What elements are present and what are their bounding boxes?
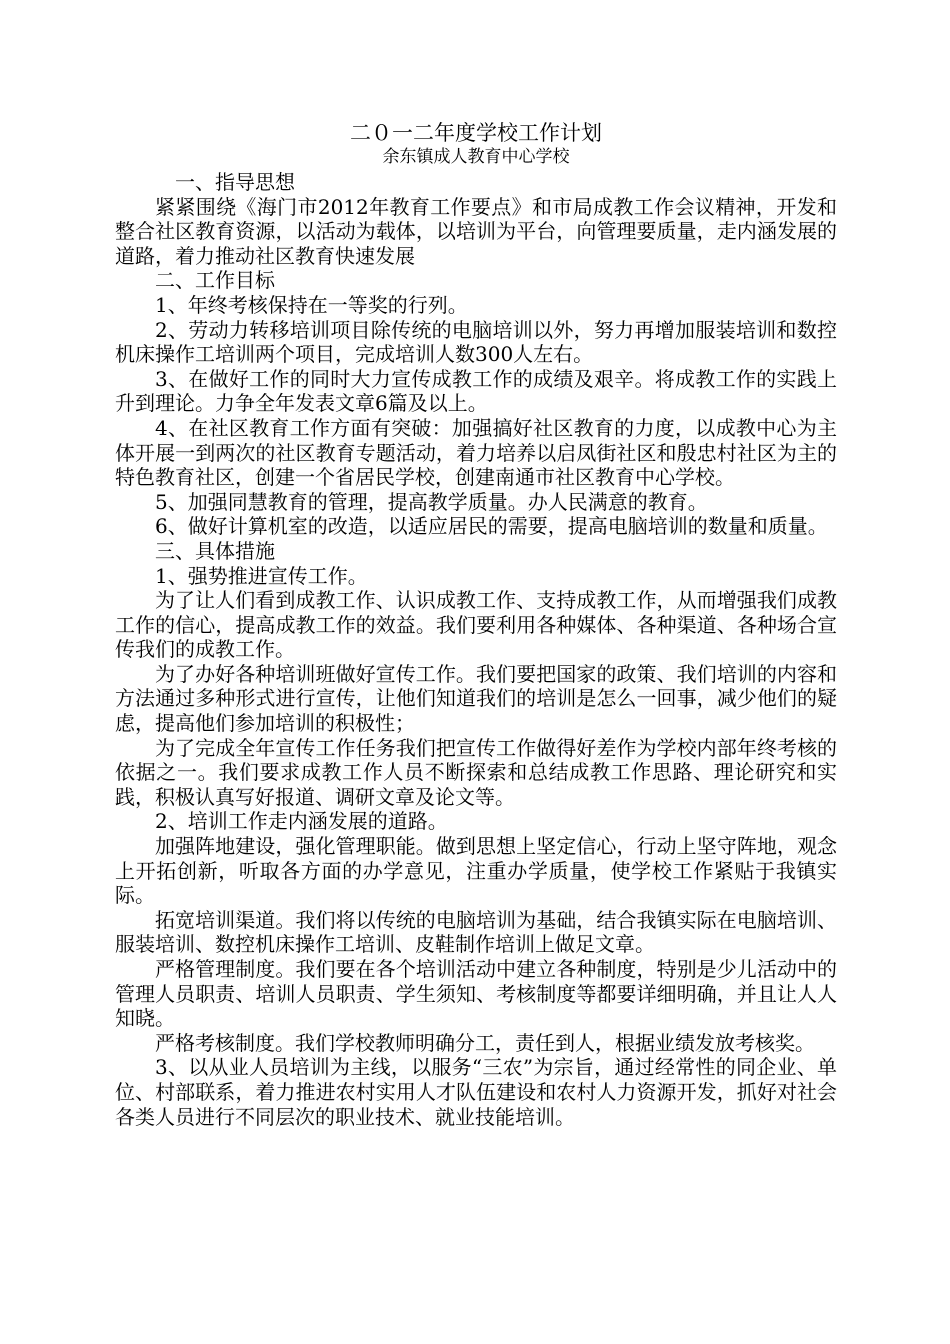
paragraph: 为了让人们看到成教工作、认识成教工作、支持成教工作，从而增强我们成教工作的信心，提高成教工作的效益。我们要利用各种媒体、各种渠道、各种场合宣传我们的成教工作。 <box>115 588 837 662</box>
paragraph: 紧紧围绕《海门市2012年教育工作要点》和市局成教工作会议精神，开发和整合社区教育资源，以活动为载体，以培训为平台，向管理要质量，走内涵发展的道路，着力推动社区教育快速发展 <box>115 194 837 268</box>
goal-item-5: 5、加强同慧教育的管理，提高教学质量。办人民满意的教育。 <box>155 489 708 514</box>
goal-item-2: 2、劳动力转移培训项目除传统的电脑培训以外，努力再增加服装培训和数控机床操作工培训两个项目，完成培训人数300人左右。 <box>115 317 837 367</box>
goal-item-4: 4、在社区教育工作方面有突破：加强搞好社区教育的力度，以成教中心为主体开展一到两次的社区教育专题活动，着力培养以启凤街社区和殷忠村社区为主的特色教育社区，创建一个省居民学校，创建南通市社区教育中心学校。 <box>115 415 837 490</box>
section-heading-guiding-ideology: 一、指导思想 <box>175 170 295 194</box>
document-page <box>115 120 837 1129</box>
document-title: 二０一二年度学校工作计划 <box>350 121 602 145</box>
paragraph: 为了完成全年宣传工作任务我们把宣传工作做得好差作为学校内部年终考核的依据之一。我们要求成教工作人员不断探索和总结成教工作思路、理论研究和实践，积极认真写好报道、调研文章及论文等。 <box>115 735 837 809</box>
section-heading-measures: 三、具体措施 <box>155 538 275 563</box>
paragraph: 加强阵地建设，强化管理职能。做到思想上坚定信心，行动上坚守阵地，观念上开拓创新，听取各方面的办学意见，注重办学质量，使学校工作紧贴于我镇实际。 <box>115 834 837 908</box>
document-subtitle: 余东镇成人教育中心学校 <box>382 147 570 167</box>
measure-item-2: 2、培训工作走内涵发展的道路。 <box>155 809 448 834</box>
measure-item-3: 3、以从业人员培训为主线，以服务“三农”为宗旨，通过经常性的同企业、单位、村部联系，着力推进农村实用人才队伍建设和农村人力资源开发，抓好对社会各类人员进行不同层次的职业技术、就业技能培训。 <box>115 1055 837 1129</box>
measure-item-1: 1、强势推进宣传工作。 <box>155 563 368 588</box>
paragraph: 拓宽培训渠道。我们将以传统的电脑培训为基础，结合我镇实际在电脑培训、服装培训、数控机床操作工培训、皮鞋制作培训上做足文章。 <box>115 907 837 957</box>
goal-item-1: 1、年终考核保持在一等奖的行列。 <box>155 292 468 317</box>
paragraph: 为了办好各种培训班做好宣传工作。我们要把国家的政策、我们培训的内容和方法通过多种形式进行宣传，让他们知道我们的培训是怎么一回事，减少他们的疑虑，提高他们参加培训的积极性； <box>115 661 837 736</box>
goal-item-6: 6、做好计算机室的改造，以适应居民的需要，提高电脑培训的数量和质量。 <box>155 514 828 539</box>
paragraph: 严格管理制度。我们要在各个培训活动中建立各种制度，特别是少儿活动中的管理人员职责、培训人员职责、学生须知、考核制度等都要详细明确，并且让人人知晓。 <box>115 957 837 1031</box>
section-heading-work-goals: 二、工作目标 <box>155 268 275 293</box>
goal-item-3: 3、在做好工作的同时大力宣传成教工作的成绩及艰辛。将成教工作的实践上升到理论。力争全年发表文章6篇及以上。 <box>115 366 837 416</box>
paragraph: 严格考核制度。我们学校教师明确分工，责任到人，根据业绩发放考核奖。 <box>155 1030 815 1055</box>
